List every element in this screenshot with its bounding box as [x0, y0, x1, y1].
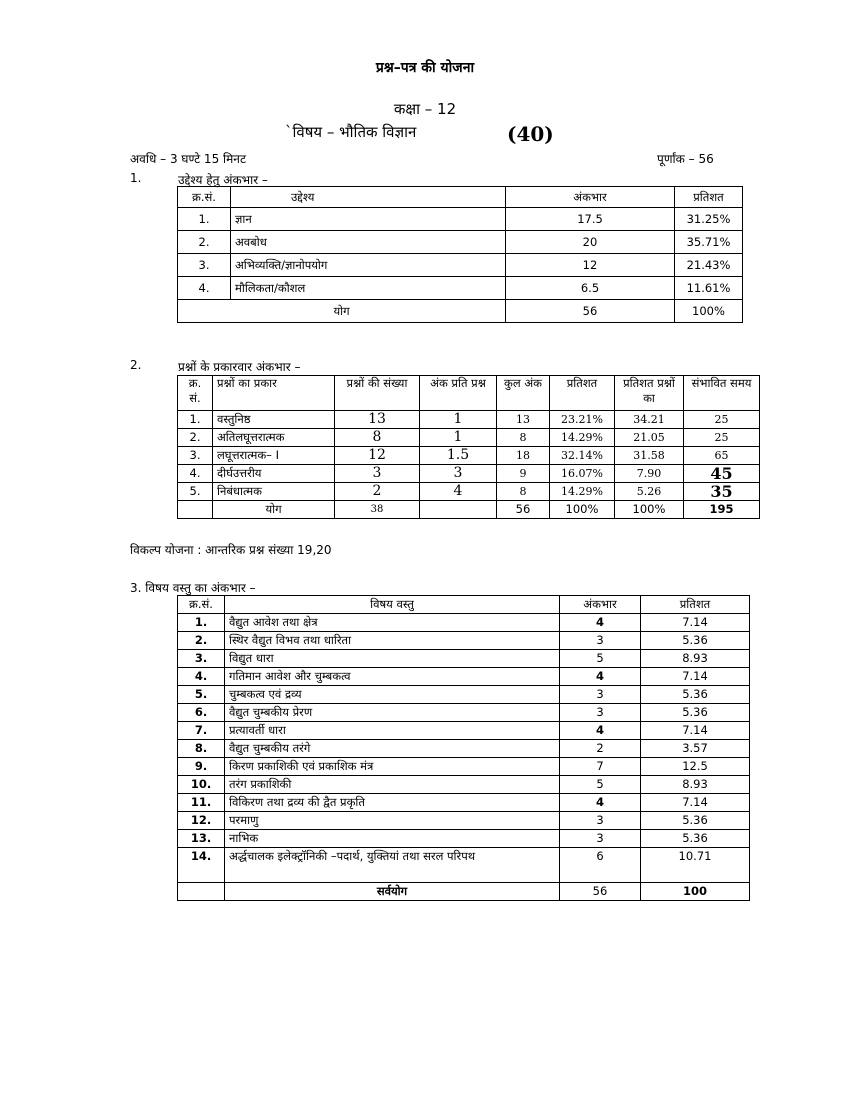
objective-weightage-table: [177, 186, 743, 323]
cell-percent: 11.61%: [675, 277, 743, 300]
question-type-table: [177, 375, 760, 519]
cell-serial: 5.: [178, 483, 213, 501]
total-percent: 100%: [675, 300, 743, 323]
cell-empty: [178, 501, 213, 519]
table-row: [178, 614, 750, 632]
cell-serial: 3.: [178, 254, 231, 277]
table-header-row: [178, 376, 760, 411]
table-row: [178, 277, 743, 300]
table-row: [178, 812, 750, 830]
section3-heading: 3. विषय वस्तु का अंकभार –: [130, 581, 256, 595]
cell-marks: 3: [560, 812, 641, 830]
cell-marks: 3: [560, 704, 641, 722]
section1-number: 1.: [130, 171, 142, 185]
cell-serial: 4.: [178, 465, 213, 483]
cell-count: 12: [335, 447, 420, 465]
cell-serial: 8.: [178, 740, 225, 758]
cell-count: 3: [335, 465, 420, 483]
table-total-row: [178, 300, 743, 323]
table-total-row: [178, 501, 760, 519]
cell-percent: 8.93: [641, 776, 750, 794]
subject-text: विषय – भौतिक विज्ञान: [292, 123, 417, 141]
table-row: [178, 740, 750, 758]
cell-type: निबंधात्मक: [213, 483, 335, 501]
cell-time: 65: [684, 447, 760, 465]
total-label: योग: [213, 501, 335, 519]
cell-type: अतिलघूत्तरात्मक: [213, 429, 335, 447]
cell-content: अर्द्धचालक इलेक्ट्रॉनिकी –पदार्थ, युक्तियां तथा सरल परिपथ: [225, 848, 560, 883]
cell-total-marks: 13: [497, 411, 550, 429]
cell-type: लघूत्तरात्मक– I: [213, 447, 335, 465]
col-objective: उद्देश्य: [231, 187, 506, 208]
col-marks: अंकभार: [560, 596, 641, 614]
col-serial: क्र.सं.: [178, 187, 231, 208]
cell-serial: 5.: [178, 686, 225, 704]
cell-serial: 6.: [178, 704, 225, 722]
cell-content: प्रत्यावर्ती धारा: [225, 722, 560, 740]
table-row: [178, 776, 750, 794]
cell-percent: 3.57: [641, 740, 750, 758]
table-row: [178, 794, 750, 812]
cell-percent: 7.14: [641, 668, 750, 686]
table-row: [178, 848, 750, 883]
cell-objective: मौलिकता/कौशल: [231, 277, 506, 300]
total-label: योग: [178, 300, 506, 323]
table-row: [178, 668, 750, 686]
cell-marks-per: 1: [420, 429, 497, 447]
cell-content: विद्युत धारा: [225, 650, 560, 668]
table-row: [178, 411, 760, 429]
cell-serial: 4.: [178, 668, 225, 686]
total-question-percent: 100%: [615, 501, 684, 519]
cell-content: परमाणु: [225, 812, 560, 830]
table-header-row: [178, 187, 743, 208]
cell-objective: अभिव्यक्ति/ज्ञानोपयोग: [231, 254, 506, 277]
cell-percent: 14.29%: [550, 429, 615, 447]
cell-marks: 4: [560, 614, 641, 632]
cell-percent: 7.14: [641, 794, 750, 812]
cell-serial: 14.: [178, 848, 225, 883]
total-label: सर्वयोग: [225, 883, 560, 901]
cell-percent: 21.43%: [675, 254, 743, 277]
cell-percent: 32.14%: [550, 447, 615, 465]
option-scheme-note: विकल्प योजना : आन्तरिक प्रश्न संख्या 19,20: [130, 543, 332, 557]
table-row: [178, 686, 750, 704]
cell-count: 8: [335, 429, 420, 447]
table-row: [178, 465, 760, 483]
cell-serial: 1.: [178, 614, 225, 632]
content-weightage-table: [177, 595, 750, 901]
cell-marks: 17.5: [506, 208, 675, 231]
table-row: [178, 722, 750, 740]
cell-percent: 7.14: [641, 722, 750, 740]
col-percent: प्रतिशत: [641, 596, 750, 614]
section1-heading: उद्देश्य हेतु अंकभार –: [178, 173, 268, 187]
cell-serial: 7.: [178, 722, 225, 740]
cell-total-marks: 8: [497, 483, 550, 501]
col-percent: प्रतिशत: [550, 376, 615, 411]
cell-content: वैद्युत आवेश तथा क्षेत्र: [225, 614, 560, 632]
cell-question-percent: 5.26: [615, 483, 684, 501]
cell-marks: 4: [560, 794, 641, 812]
cell-total-marks: 18: [497, 447, 550, 465]
cell-marks: 2: [560, 740, 641, 758]
cell-serial: 11.: [178, 794, 225, 812]
cell-question-percent: 21.05: [615, 429, 684, 447]
cell-percent: 14.29%: [550, 483, 615, 501]
cell-marks: 20: [506, 231, 675, 254]
table-row: [178, 650, 750, 668]
cell-type: वस्तुनिष्ठ: [213, 411, 335, 429]
col-percent: प्रतिशत: [675, 187, 743, 208]
subject-mark: `: [285, 123, 293, 141]
cell-percent: 12.5: [641, 758, 750, 776]
cell-marks-per: 1.5: [420, 447, 497, 465]
cell-question-percent: 34.21: [615, 411, 684, 429]
col-type: प्रश्नों का प्रकार: [213, 376, 335, 411]
cell-marks-per: 1: [420, 411, 497, 429]
table-row: [178, 231, 743, 254]
cell-time: 35: [684, 483, 760, 501]
cell-marks: 3: [560, 632, 641, 650]
table-row: [178, 447, 760, 465]
cell-marks: 4: [560, 668, 641, 686]
cell-marks-per: 4: [420, 483, 497, 501]
cell-percent: 5.36: [641, 812, 750, 830]
cell-percent: 5.36: [641, 632, 750, 650]
cell-serial: 1.: [178, 208, 231, 231]
col-marks-per: अंक प्रति प्रश्न: [420, 376, 497, 411]
cell-content: वैद्युत चुम्बकीय तरंगे: [225, 740, 560, 758]
cell-marks: 5: [560, 776, 641, 794]
section2-number: 2.: [130, 358, 142, 372]
cell-percent: 7.14: [641, 614, 750, 632]
col-total-marks: कुल अंक: [497, 376, 550, 411]
col-marks: अंकभार: [506, 187, 675, 208]
cell-marks: 6: [560, 848, 641, 883]
cell-serial: 2.: [178, 231, 231, 254]
cell-content: वैद्युत चुम्बकीय प्रेरण: [225, 704, 560, 722]
total-count: 38: [335, 501, 420, 519]
cell-content: किरण प्रकाशिकी एवं प्रकाशिक मंत्र: [225, 758, 560, 776]
cell-count: 2: [335, 483, 420, 501]
cell-serial: 1.: [178, 411, 213, 429]
subject-label: [285, 122, 416, 142]
col-serial: क्र.सं.: [178, 596, 225, 614]
cell-percent: 5.36: [641, 686, 750, 704]
col-count: प्रश्नों की संख्या: [335, 376, 420, 411]
subject-code: (40): [507, 122, 554, 146]
cell-percent: 5.36: [641, 830, 750, 848]
total-marks: 56: [497, 501, 550, 519]
cell-serial: 10.: [178, 776, 225, 794]
cell-content: गतिमान आवेश और चुम्बकत्व: [225, 668, 560, 686]
col-serial: क्र. सं.: [178, 376, 213, 411]
cell-percent: 8.93: [641, 650, 750, 668]
table-row: [178, 254, 743, 277]
cell-marks: 12: [506, 254, 675, 277]
cell-serial: 12.: [178, 812, 225, 830]
page-title: प्रश्न–पत्र की योजना: [375, 60, 475, 76]
cell-marks: 4: [560, 722, 641, 740]
cell-time: 25: [684, 411, 760, 429]
cell-empty: [178, 883, 225, 901]
col-time: संभावित समय: [684, 376, 760, 411]
cell-serial: 3.: [178, 447, 213, 465]
cell-question-percent: 7.90: [615, 465, 684, 483]
cell-objective: अवबोध: [231, 231, 506, 254]
duration: अवधि – 3 घण्टे 15 मिनट: [130, 152, 247, 166]
cell-marks: 3: [560, 686, 641, 704]
total-time: 195: [684, 501, 760, 519]
cell-percent: 10.71: [641, 848, 750, 883]
cell-percent: 5.36: [641, 704, 750, 722]
class-label: कक्षा – 12: [393, 100, 457, 118]
cell-percent: 31.25%: [675, 208, 743, 231]
cell-total-marks: 8: [497, 429, 550, 447]
table-row: [178, 483, 760, 501]
section2-heading: प्रश्नों के प्रकारवार अंकभार –: [178, 360, 301, 374]
cell-marks: 7: [560, 758, 641, 776]
cell-objective: ज्ञान: [231, 208, 506, 231]
table-row: [178, 632, 750, 650]
total-marks-per: [420, 501, 497, 519]
col-question-percent: प्रतिशत प्रश्नों का: [615, 376, 684, 411]
cell-content: तरंग प्रकाशिकी: [225, 776, 560, 794]
cell-serial: 13.: [178, 830, 225, 848]
cell-percent: 23.21%: [550, 411, 615, 429]
cell-total-marks: 9: [497, 465, 550, 483]
cell-content: स्थिर वैद्युत विभव तथा धारिता: [225, 632, 560, 650]
cell-marks-per: 3: [420, 465, 497, 483]
table-row: [178, 429, 760, 447]
total-percent: 100%: [550, 501, 615, 519]
cell-marks: 3: [560, 830, 641, 848]
col-content: विषय वस्तु: [225, 596, 560, 614]
cell-content: विकिरण तथा द्रव्य की द्वैत प्रकृति: [225, 794, 560, 812]
cell-serial: 4.: [178, 277, 231, 300]
cell-time: 45: [684, 465, 760, 483]
table-row: [178, 758, 750, 776]
cell-serial: 3.: [178, 650, 225, 668]
cell-content: चुम्बकत्व एवं द्रव्य: [225, 686, 560, 704]
cell-marks: 5: [560, 650, 641, 668]
cell-question-percent: 31.58: [615, 447, 684, 465]
cell-content: नाभिक: [225, 830, 560, 848]
cell-marks: 6.5: [506, 277, 675, 300]
table-header-row: [178, 596, 750, 614]
cell-count: 13: [335, 411, 420, 429]
table-row: [178, 830, 750, 848]
cell-time: 25: [684, 429, 760, 447]
full-marks: पूर्णांक – 56: [657, 152, 714, 166]
content-table-body: [178, 614, 750, 883]
cell-percent: 16.07%: [550, 465, 615, 483]
cell-type: दीर्घउत्तरीय: [213, 465, 335, 483]
cell-serial: 2.: [178, 632, 225, 650]
table-row: [178, 208, 743, 231]
cell-serial: 9.: [178, 758, 225, 776]
table-total-row: [178, 883, 750, 901]
cell-percent: 35.71%: [675, 231, 743, 254]
total-marks: 56: [506, 300, 675, 323]
table-row: [178, 704, 750, 722]
total-marks: 56: [560, 883, 641, 901]
total-percent: 100: [641, 883, 750, 901]
cell-serial: 2.: [178, 429, 213, 447]
